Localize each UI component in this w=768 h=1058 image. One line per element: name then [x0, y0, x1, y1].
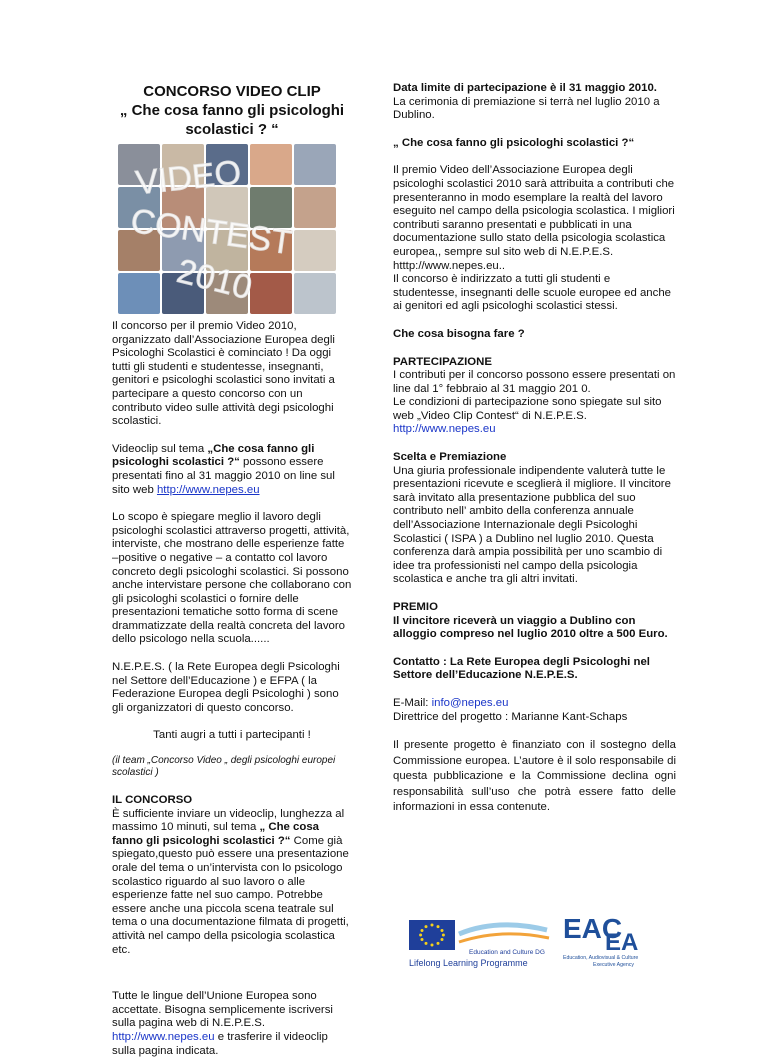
logo1-sub: Lifelong Learning Programme	[409, 958, 528, 968]
title-line-1: CONCORSO VIDEO CLIP	[143, 83, 321, 100]
videoclip-paragraph: Videoclip sul tema „Che cosa fanno gli psicologhi scolastici ?“ possono essere presentati fino al 31 maggio 2010 on line sul sito web http://www.nepes.eu	[112, 442, 335, 496]
collage-word-2: CONTEST	[128, 201, 295, 263]
collage-word-3: 2010	[173, 252, 256, 308]
right-column	[393, 82, 676, 816]
eacea-logo-svg	[563, 906, 683, 970]
participation-paragraph-2: Le condizioni di partecipazione sono spiegate sul sito web „Video Clip Contest“ di N.E.P.E.S.	[393, 396, 662, 422]
team-signature: (il team „Concorso Video „ degli psicologhi europei scolastici )	[112, 755, 336, 779]
participation-link[interactable]: http://www.nepes.eu	[393, 423, 496, 436]
participation-heading: PARTECIPAZIONE	[393, 355, 492, 368]
nepes-link-2[interactable]: http://www.nepes.eu	[112, 1030, 215, 1043]
eacea-sub2: Executive Agency	[593, 962, 634, 968]
deadline-text: La cerimonia di premiazione si terrà nel luglio 2010 a Dublino.	[393, 95, 660, 122]
deadline-heading: Data limite di partecipazione è il 31 maggio 2010.	[393, 82, 657, 94]
what-to-do-heading: Che cosa bisogna fare ?	[393, 327, 525, 340]
selection-heading: Scelta e Premiazione	[393, 451, 507, 464]
theme-paragraph: Il premio Video dell’Associazione Europea degli psicologhi scolastici 2010 sarà attribuita a contributi che presenteranno in modo esemplare la realtà del lavoro eseguito nel campo della psicologia scolastica. I migliori contributi saranno presentati e pubblicati in una documentazione sullo stato della psicologia scolastica europea,, sempre sul sito web di N.E.P.E.S. htttp://www.nepes.eu..	[393, 164, 675, 272]
prize-heading: PREMIO	[393, 601, 438, 613]
video-contest-collage	[118, 144, 336, 314]
collage-lettering	[118, 144, 336, 314]
selection-paragraph: Una giuria professionale indipendente valuterà tutte le presentazioni ricevute e sceglierà il migliore. Il vincitore sarà invitato alla presentazione pubblica del suo contributo nell’ ambito della conferenza annuale dell’Associazione Internazionale degli Psicologhi Scolastici ( ISPA ) a Dublino nel luglio 2010. Questa conferenza darà ampia possibilità per uno scambio di idee tra professionisti nel campo della psicologia scolastica e anche tra gli altri invitati.	[393, 464, 671, 586]
concorso-paragraph: È sufficiente inviare un videoclip, lunghezza al massimo 10 minuti, sul tema „ Che cosa fanno gli psicologhi scolastici ?“ Come già spiegato,questo può essere una presentazione orale del tema o un’intervista con lo psicologo scolastico riguardo al suo lavoro o alle esperienze fatte nel suo campo. Potrebbe essere anche una piccola scena teatrale sul tema o una documentazione filmata di progetti, attività nel campo della psicologia scolastica etc.	[112, 807, 349, 956]
theme-heading: „ Che cosa fanno gli psicologhi scolastici ?“	[393, 136, 635, 149]
project-director: Direttrice del progetto : Marianne Kant-Schaps	[393, 710, 628, 723]
theme-paragraph-2: Il concorso è indirizzato a tutti gli studenti e studentesse, insegnanti delle scuole europee ed anche ai genitori ed agli psicologhi scolastici stessi.	[393, 273, 672, 313]
concorso-heading: IL CONCORSO	[112, 794, 193, 807]
left-column	[112, 72, 352, 139]
eacea-letters-2: EA	[605, 929, 639, 956]
contact-heading: Contatto : La Rete Europea degli Psicologhi nel Settore dell’Educazione N.E.P.E.S.	[393, 655, 650, 682]
email-link[interactable]: info@nepes.eu	[431, 696, 509, 709]
collage-word-1: VIDEO	[133, 153, 243, 203]
intro-paragraph: Il concorso per il premio Video 2010, organizzato dall’Associazione Europea degli Psicologhi Scolastici è cominciato ! Da oggi tutti gli studenti e studentesse, insegnanti, genitori e psicologhi scolastici sono invitati a partecipare a questo concorso con un contributo video sulle attività degi psicologhi scolastici.	[112, 320, 335, 428]
email-line: E-Mail: info@nepes.eu	[393, 696, 509, 709]
page-title	[112, 82, 352, 139]
scope-paragraph: Lo scopo è spiegare meglio il lavoro degli psicologhi scolastici attraverso progetti, attività, interviste, che mostrano delle esperienze fatte –positive o negative – a contatto col lavoro concreto degli psicologhi scolastici. Si possono anche intervistare persone che collaborano con gli psicologhi scolastici o fornire delle presentazioni tematiche sotto forma di scene drammatizzate della realtà concreta del lavoro dello psicologo nella scuola......	[112, 511, 352, 646]
greeting: Tanti augri a tutti i partecipanti !	[153, 729, 311, 742]
organizers-paragraph: N.E.P.E.S. ( la Rete Europea degli Psicologhi nel Settore dell’Educazione ) e EFPA ( la Federazione Europea degli Psicologhi ) sono gli organizzatori di questo concorso.	[112, 661, 340, 714]
eacea-logo	[563, 906, 683, 970]
logo1-caption: Education and Culture DG	[469, 949, 545, 956]
prize-paragraph: Il vincitore riceverà un viaggio a Dublino con alloggio compreso nel luglio 2010 oltre a 500 Euro.	[393, 614, 668, 641]
nepes-link[interactable]: http://www.nepes.eu	[156, 483, 260, 496]
title-line-2: „ Che cosa fanno gli psicologhi scolastici ? “	[119, 102, 345, 138]
disclaimer: Il presente progetto è finanziato con il sostegno della Commissione europea. L’autore è il solo responsabile di questa pubblicazione e la Commissione declina ogni responsabilità sull’uso che potrà essere fatto delle informazioni in essa contenute.	[393, 739, 676, 814]
participation-paragraph: I contributi per il concorso possono essere presentati on line dal 1° febbraio al 31 maggio 201 0.	[393, 369, 676, 395]
eacea-sub1: Education, Audiovisual & Culture	[563, 955, 639, 961]
languages-paragraph: Tutte le lingue dell’Unione Europea sono accettate. Bisogna semplicemente iscriversi sulla pagina web di N.E.P.E.S. http://www.nepes.eu e trasferire il videoclip sulla pagina indicata.	[112, 990, 333, 1057]
left-body	[112, 320, 352, 1058]
eacea-letters: EAC	[563, 913, 623, 944]
